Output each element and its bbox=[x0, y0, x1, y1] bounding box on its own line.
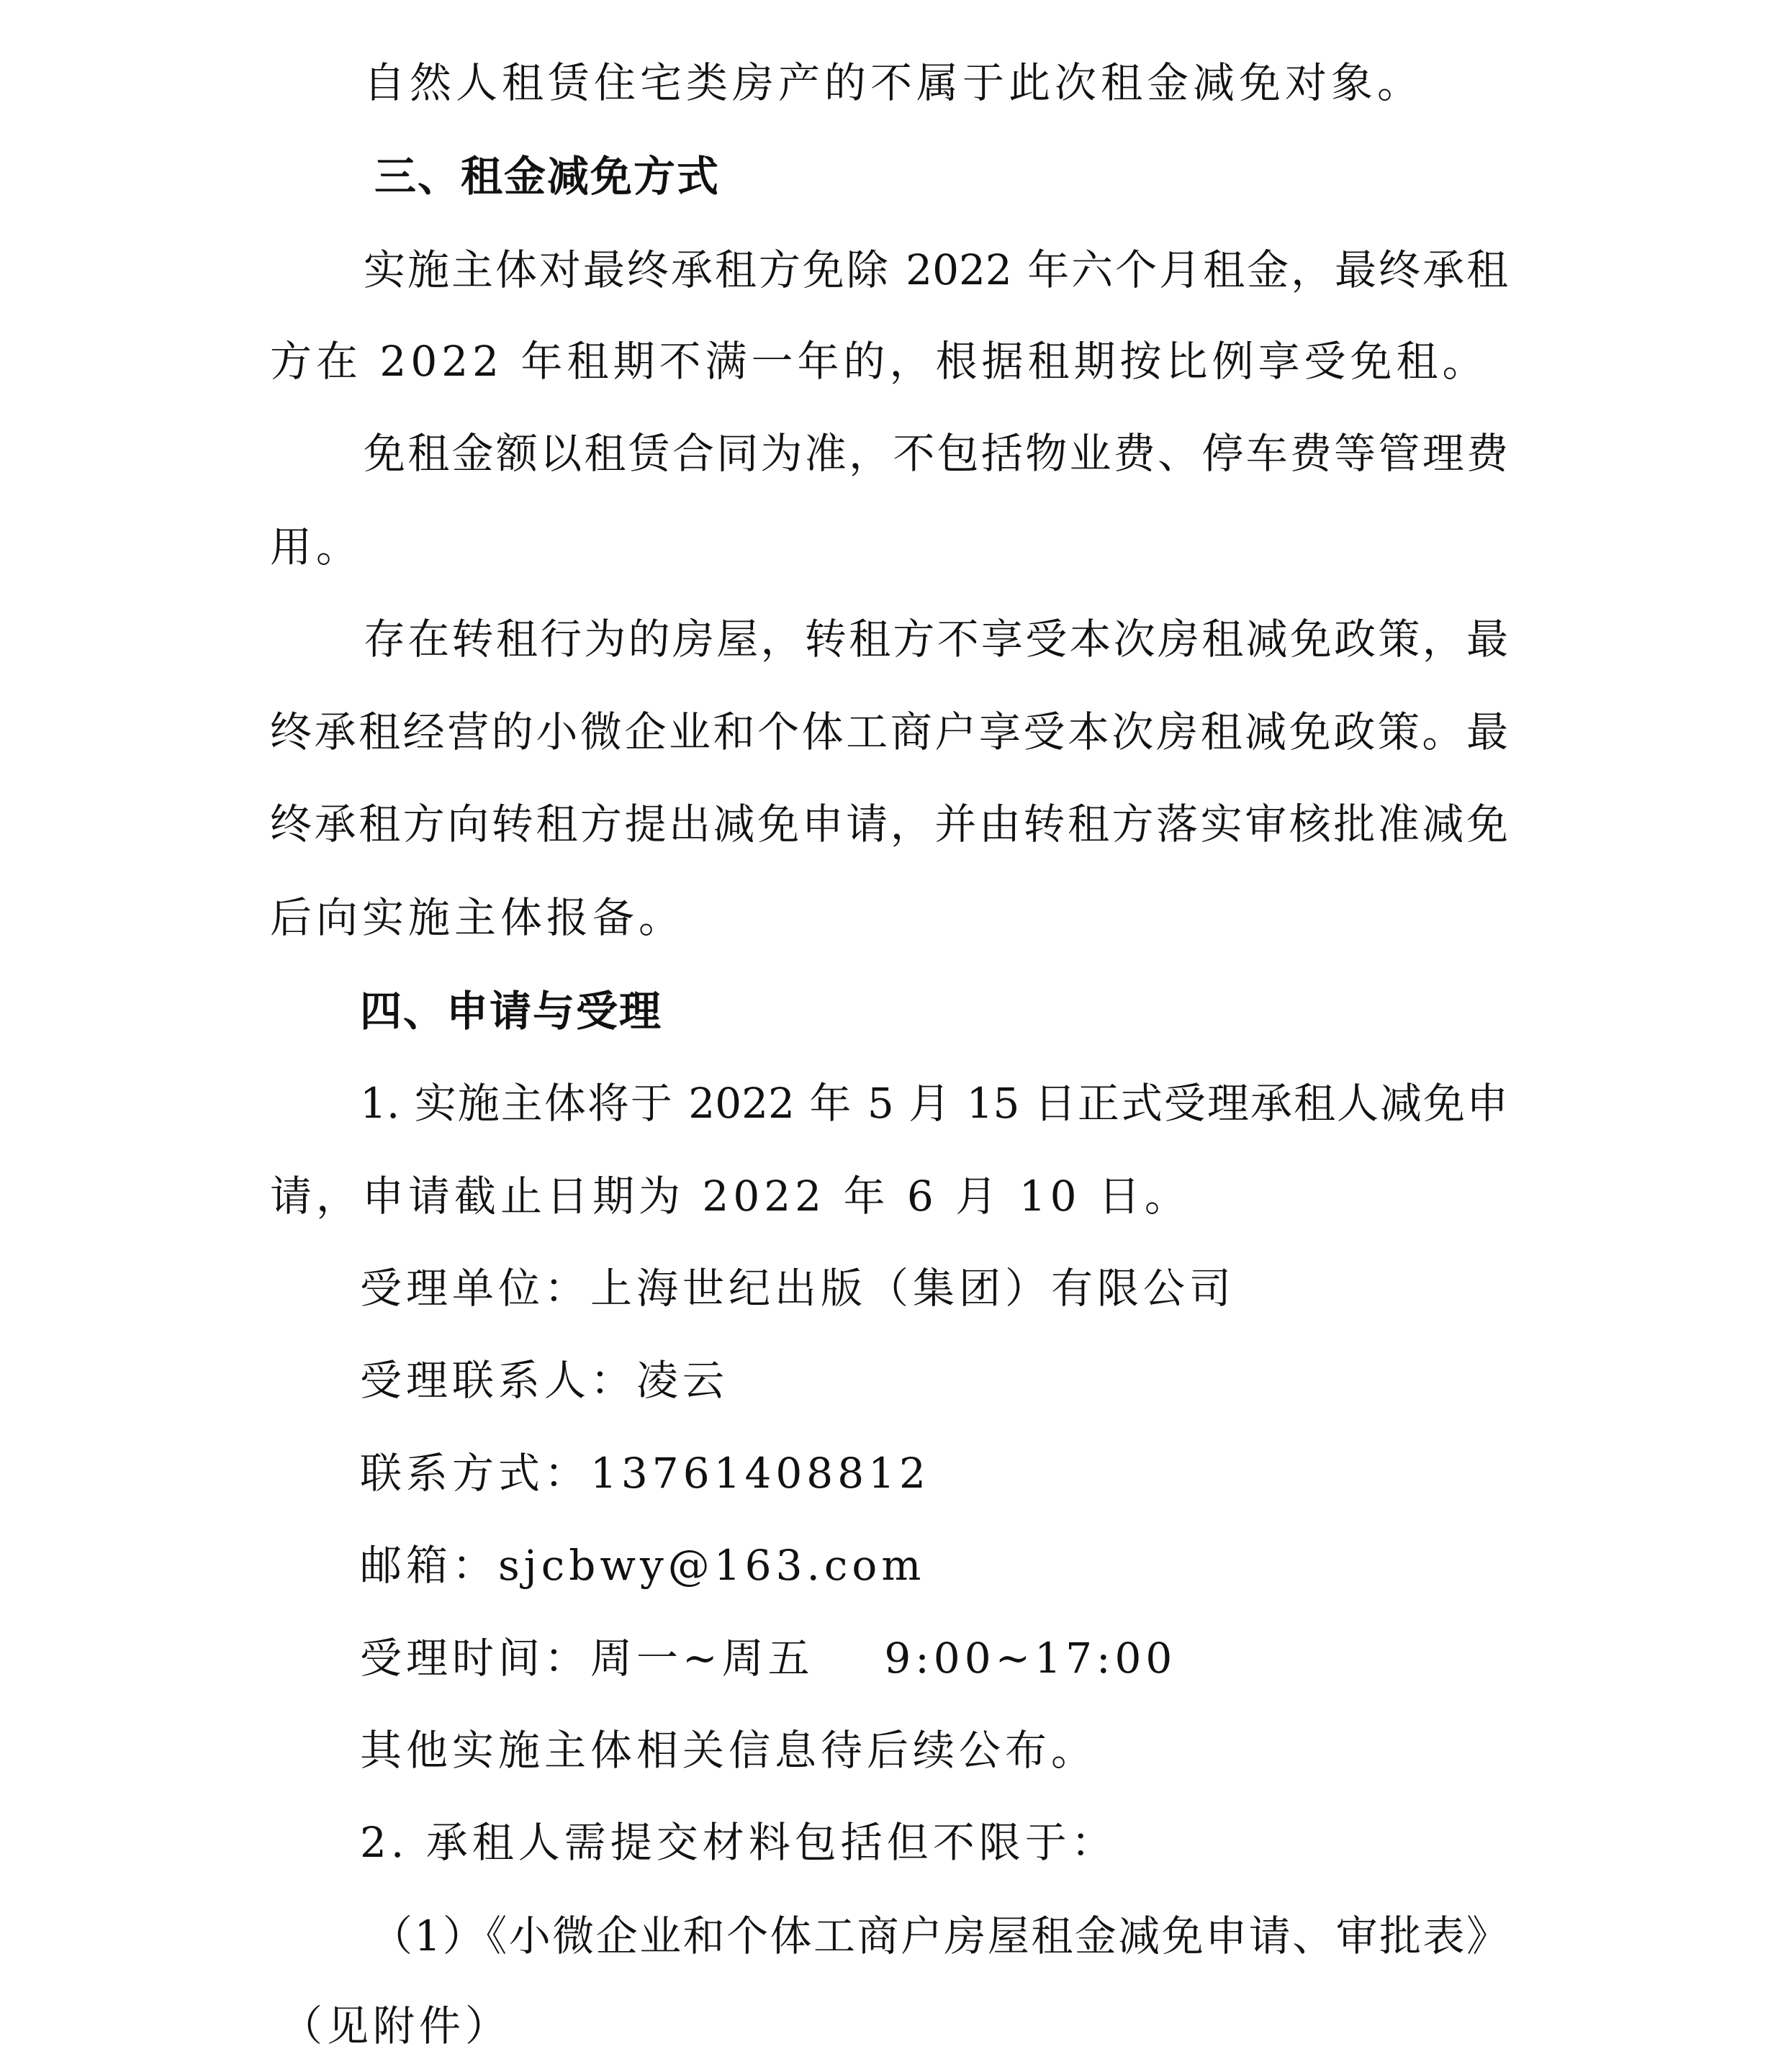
paragraph-line: 1. 实施主体将于 2022 年 5 月 15 日正式受理承租人减免申 bbox=[360, 1079, 1508, 1128]
contact-phone: 联系方式：13761408812 bbox=[360, 1449, 930, 1498]
contact-person: 受理联系人：凌云 bbox=[360, 1356, 729, 1405]
acceptance-hours: 受理时间：周一~周五 9:00~17:00 bbox=[360, 1634, 1177, 1683]
paragraph-line: 免租金额以租赁合同为准，不包括物业费、停车费等管理费 bbox=[364, 429, 1508, 478]
paragraph-line: 终承租经营的小微企业和个体工商户享受本次房租减免政策。最 bbox=[270, 707, 1508, 756]
section-heading-application: 四、申请与受理 bbox=[360, 987, 663, 1036]
contact-email: 邮箱：sjcbwy@163.com bbox=[360, 1541, 926, 1590]
paragraph-line: 请，申请截止日期为 2022 年 6 月 10 日。 bbox=[270, 1172, 1191, 1221]
section-heading-rent-reduction-method: 三、租金减免方式 bbox=[374, 152, 721, 201]
acceptance-unit: 受理单位：上海世纪出版（集团）有限公司 bbox=[360, 1264, 1236, 1313]
paragraph-line: 存在转租行为的房屋，转租方不享受本次房租减免政策，最 bbox=[364, 615, 1508, 664]
paragraph-line: 其他实施主体相关信息待后续公布。 bbox=[360, 1726, 1098, 1775]
paragraph-line: 实施主体对最终承租方免除 2022 年六个月租金，最终承租 bbox=[364, 245, 1508, 294]
paragraph-line: 用。 bbox=[270, 522, 363, 571]
list-item-application-form: （1）《小微企业和个体工商户房屋租金减免申请、审批表》 bbox=[371, 1912, 1508, 1960]
list-item-materials: 2. 承租人需提交材料包括但不限于： bbox=[360, 1818, 1117, 1867]
paragraph-line: 终承租方向转租方提出减免申请，并由转租方落实审核批准减免 bbox=[270, 800, 1508, 849]
list-item-attachment-note: （见附件） bbox=[281, 2001, 512, 2050]
paragraph-line: 方在 2022 年租期不满一年的，根据租期按比例享受免租。 bbox=[270, 337, 1489, 386]
paragraph-line: 自然人租赁住宅类房产的不属于此次租金减免对象。 bbox=[364, 58, 1424, 107]
paragraph-line: 后向实施主体报备。 bbox=[270, 893, 685, 942]
